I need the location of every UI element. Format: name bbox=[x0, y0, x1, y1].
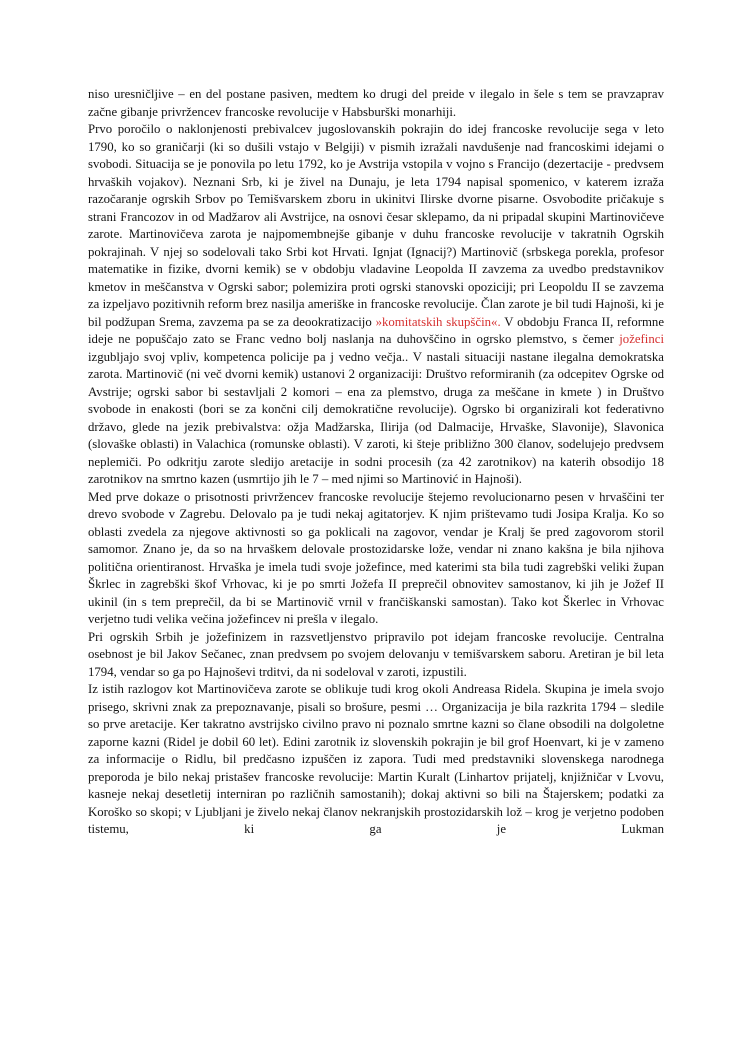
paragraph bbox=[88, 86, 664, 121]
text-segment: Iz istih razlogov kot Martinovičeva zarote se oblikuje tudi krog okoli Andreasa Ridela. Skupina je imela svojo prisego, skrivni znak za prepoznavanje, pisali so brošure, pesmi … Organizacija je bila razkrita 1794 – sledile so prve aretacije. Ker takratno avstrijsko civilno pravo ni poznalo smrtne kazni so člane obsodili na dolgoletne zaporne kazni (Ridel je dobil 60 let). Edini zarotnik iz slovenskih pokrajin je bil grof Hoenvart, ki je v zameno za informacije o Ridlu, bil predčasno izpuščen iz zapora. Tudi med predstavniki slovenskega narodnega preporoda je bilo nekaj pristašev francoske revolucije: Martin Kuralt (Linhartov prijatelj, knjižničar v Lvovu, kasneje nekaj desetletij interniran po različnih samostanih); dokaj aktivni so bili na Štajerskem; podatki za Koroško so skopi; v Ljubljani je živelo nekaj članov nekranjskih prostozidarskih lož – krog je verjetno podoben tistemu, ki ga je Lukman bbox=[88, 682, 664, 836]
text-segment: Pri ogrskih Srbih je jožefinizem in razsvetljenstvo pripravilo pot idejam francoske revolucije. Centralna osebnost je bil Jakov Sečanec, znan predvsem po svojem delovanju v temišvarskem saboru. Aretiran je bil leta 1794, vendar so ga po Hajnoševi trditvi, da ni sodeloval v zaroti, izpustili. bbox=[88, 629, 664, 679]
highlighted-phrase: »komitatskih skupščin«. bbox=[375, 314, 501, 329]
highlighted-phrase: jožefinci bbox=[619, 332, 664, 346]
paragraph bbox=[88, 681, 664, 839]
paragraph bbox=[88, 121, 664, 489]
document-text-block bbox=[88, 86, 664, 839]
paragraph bbox=[88, 489, 664, 629]
text-segment: niso uresničljive – en del postane pasiven, medtem ko drugi del preide v ilegalo in šele s tem se pravzaprav začne gibanje privržencev francoske revolucije v Habsburški monarhiji. bbox=[88, 87, 664, 119]
text-segment: Med prve dokaze o prisotnosti privržencev francoske revolucije štejemo revolucionarno pesen v hrvaščini ter drevo svobode v Zagrebu. Delovalo pa je tudi nekaj agitatorjev. K njim prištevamo tudi Josipa Kralja. Ko so oblasti zvedela za njegove aktivnosti so ga poklicali na zagovor, vendar je Kralj še pred zagovorom storil samomor. Znano je, da so na hrvaškem delovale prostozidarske lože, vendar ni znano kakšna je bila njihova politična orientiranost. Hrvaška je imela tudi svoje jožefince, med katerimi sta bila tudi zagrebški veliki župan Škrlec in zagrebški škof Vrhovac, ki je po smrti Jožefa II preprečil obnovitev samostanov, ki jih je Jožef II ukinil (in s tem preprečil, da bi se Martinovič vrnil v frančiškanski samostan). Tako kot Škerlec in Vrhovac verjetno tudi velika večina jožefincev ni prešla v ilegalo. bbox=[88, 489, 664, 626]
text-segment: Prvo poročilo o naklonjenosti prebivalcev jugoslovanskih pokrajin do idej francoske revolucije sega v leto 1790, ko so graničarji (ki so dušili vstajo v Belgiji) v pismih izražali navdušenje nad francoskimi idejami o svobodi. Situacija se je ponovila po letu 1792, ko je Avstrija vstopila v vojno s Francijo (dezertacije - predvsem hrvaških vojakov). Neznani Srb, ki je živel na Dunaju, je leta 1794 napisal spomenico, v katerem izraža razočaranje ogrskih Srbov po Temišvarskem zboru in ukinitvi Ilirske dvorne pisarne. Osvobodite pričakuje s strani Francozov in od Madžarov ali Avstrijce, na osnovi česar sklepamo, da ni pripadal skupini Martinovičeve zarote. Martinovičeva zarota je najpomembnejše gibanje v duhu francoske revolucije v takratnih Ogrskih pokrajinah. V njej so sodelovali tako Srbi kot Hrvati. Ignjat (Ignacij?) Martinovič (srbskega porekla, profesor matematike in fizike, dvorni kemik) se v obdobju vladavine Leopolda II zavzema za uvedbo predstavnikov kmetov in meščanstva v Ogrski sabor; polemizira proti ogrski stanovski opoziciji; pri Leopoldu II se zavzema za izpeljavo pozitivnih reform brez nasilja ameriške in francoske revolucije. Član zarote je bil tudi Hajnoši, ki je bil podžupan Srema, zavzema pa se za deookratizacijo bbox=[88, 122, 664, 329]
text-segment: V obdobju Franca II, reformne ideje ne popuščajo zato se Franc vedno bolj naslanja na duhovščino in ogrsko plemstvo, s čemer bbox=[88, 314, 665, 346]
text-segment: izgubljajo svoj vpliv, kompetenca policije pa j vedno večja.. V nastali situaciji nastane ilegalna demokratska zarota. Martinovič (ni več dvorni kemik) ustanovi 2 organizaciji: Društvo reformiranih (za odcepitev Ogrske od Avstrije; ogrski sabor bi sestavljali 2 komori – ena za plemstvo, druga za meščane in kmete ) in Društvo svobode in enakosti (bori se za končni cilj demokratične revolucije). Ogrsko bi organizirali kot federativno državo, glede na jezik prebivalstva: ožja Madžarska, Ilirija (od Dalmacije, Hrvaške, Slavonije), Slavonica (slovaške oblasti) in Valachica (romunske oblasti). V zaroti, ki šteje približno 300 članov, sodelujejo predvsem neplemiči. Po odkritju zarote sledijo aretacije in sodni procesih (za 42 zarotnikov) na katerih obsodijo 18 zarotnikov na smrtno kazen (usmrtijo jih le 7 – med njimi so Martinović in Hajnoši). bbox=[88, 349, 664, 486]
paragraph bbox=[88, 629, 664, 682]
